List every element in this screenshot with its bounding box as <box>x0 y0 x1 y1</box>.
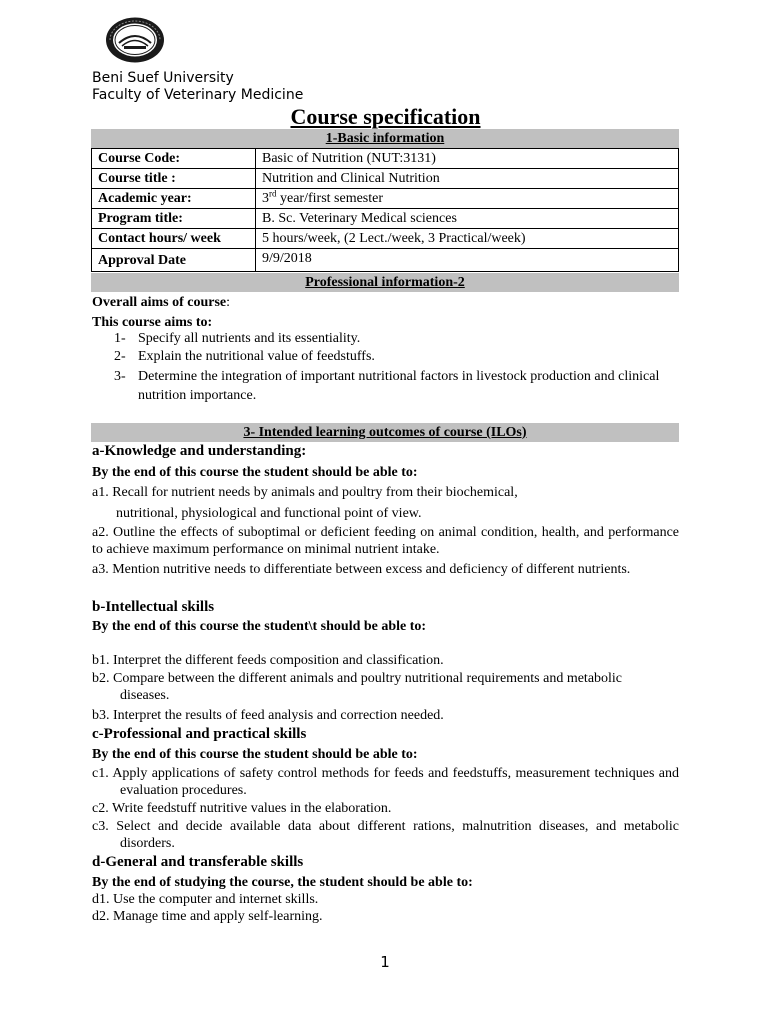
table-row <box>92 169 679 189</box>
outcome-a3: a3. Mention nutritive needs to differentiate between excess and deficiency of different nutrients. <box>92 562 631 577</box>
aim-2-number: 2- <box>114 349 126 364</box>
aim-2-text: Explain the nutritional value of feedstuffs. <box>138 349 375 364</box>
practical-intro: By the end of this course the student should be able to: <box>92 747 418 762</box>
table-row <box>92 249 679 272</box>
outcome-d2: d2. Manage time and apply self-learning. <box>92 909 323 924</box>
ilos-heading: 3- Intended learning outcomes of course (ILOs) <box>91 423 679 442</box>
course-title-label: Course title : <box>92 169 256 189</box>
academic-year-suffix: rd <box>269 188 277 199</box>
course-title-value: Nutrition and Clinical Nutrition <box>256 169 679 189</box>
university-seal-logo <box>104 16 166 64</box>
academic-year-rest: year/first semester <box>276 191 384 206</box>
outcome-b2: b2. Compare between the different animals and poultry nutritional requirements and metabolic diseases. <box>92 671 623 703</box>
university-name: Beni Suef University <box>92 70 234 86</box>
table-row <box>92 149 679 169</box>
basic-info-heading: 1-Basic information <box>91 129 679 148</box>
table-row <box>92 229 679 249</box>
overall-aims-line <box>92 294 679 311</box>
outcome-a2-text: a2. Outline the effects of suboptimal or deficient feeding on animal condition, health, and performance to achieve maximum performance on minimal nutrient intake. <box>92 525 679 557</box>
course-code-label: Course Code: <box>92 149 256 169</box>
document-title: Course specification <box>290 104 481 129</box>
intellectual-heading: b-Intellectual skills <box>92 599 215 615</box>
academic-year-number: 3 <box>262 191 269 206</box>
outcome-a1-line2: nutritional, physiological and functional point of view. <box>116 506 422 521</box>
transferable-intro: By the end of studying the course, the student should be able to: <box>92 875 473 890</box>
outcome-d1: d1. Use the computer and internet skills. <box>92 892 319 907</box>
program-title-label: Program title: <box>92 209 256 229</box>
knowledge-heading: a-Knowledge and understanding: <box>92 443 307 459</box>
aim-3-text: Determine the integration of important nutritional factors in livestock production and clinical nutrition importance. <box>138 369 660 403</box>
course-code-value: Basic of Nutrition (NUT:3131) <box>256 149 679 169</box>
outcome-b3: b3. Interpret the results of feed analysis and correction needed. <box>92 708 444 723</box>
outcome-a1-line1: a1. Recall for nutrient needs by animals and poultry from their biochemical, <box>92 485 518 500</box>
aim-1-number: 1- <box>114 331 126 346</box>
aims-intro: This course aims to: <box>92 315 213 330</box>
table-row <box>92 209 679 229</box>
aim-3-number: 3- <box>114 369 126 384</box>
outcome-c2: c2. Write feedstuff nutritive values in the elaboration. <box>92 801 392 816</box>
contact-hours-label: Contact hours/ week <box>92 229 256 249</box>
outcome-b1: b1. Interpret the different feeds composition and classification. <box>92 653 444 668</box>
transferable-heading: d-General and transferable skills <box>92 854 304 870</box>
practical-heading: c-Professional and practical skills <box>92 726 307 742</box>
professional-info-heading: Professional information-2 <box>91 273 679 292</box>
knowledge-intro: By the end of this course the student should be able to: <box>92 465 418 480</box>
intellectual-intro: By the end of this course the student\t should be able to: <box>92 619 427 634</box>
approval-date-value: 9/9/2018 <box>256 249 679 272</box>
academic-year-label: Academic year: <box>92 189 256 209</box>
table-row <box>92 189 679 209</box>
contact-hours-value: 5 hours/week, (2 Lect./week, 3 Practical/week) <box>256 229 679 249</box>
overall-aims-label: Overall aims of course <box>92 295 227 310</box>
page-number: 1 <box>380 953 390 971</box>
academic-year-value <box>256 189 679 209</box>
outcome-c3: c3. Select and decide available data about different rations, malnutrition diseases, and metabolic disorders. <box>92 819 679 851</box>
institution-header <box>92 70 303 104</box>
overall-aims-colon: : <box>226 295 231 310</box>
faculty-name: Faculty of Veterinary Medicine <box>92 87 304 103</box>
basic-info-table <box>91 148 679 272</box>
aim-1-text: Specify all nutrients and its essentiality. <box>138 331 361 346</box>
program-title-value: B. Sc. Veterinary Medical sciences <box>256 209 679 229</box>
outcome-c1: c1. Apply applications of safety control methods for feeds and feedstuffs, measurement techniques and evaluation procedures. <box>92 766 679 798</box>
approval-date-label: Approval Date <box>92 249 256 272</box>
outcome-a2 <box>92 524 679 558</box>
